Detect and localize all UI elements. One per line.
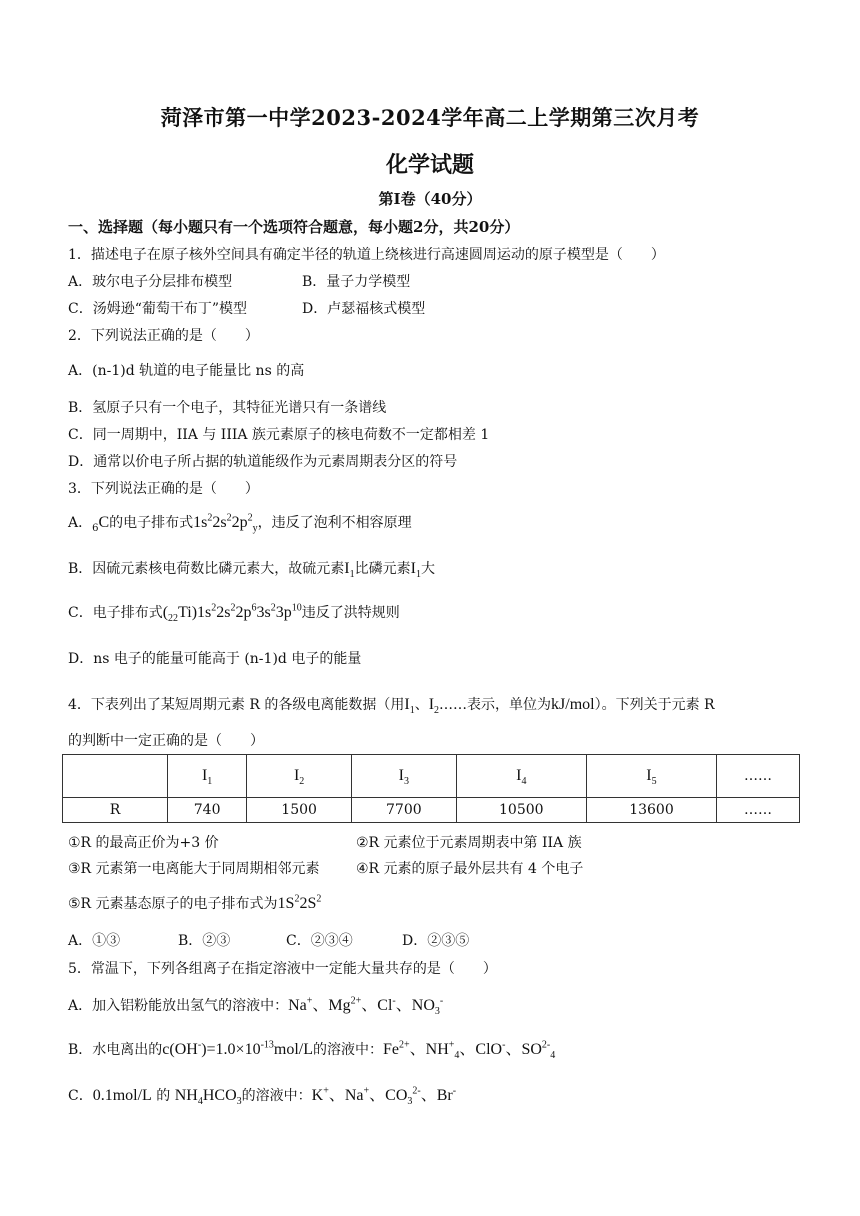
q2-option-a: A．(n-1)d 轨道的电子能量比 ns 的高 — [68, 363, 305, 379]
q5-option-b-prefix: B．水电离出的 — [68, 1042, 163, 1058]
exam-subtitle: 化学试题 — [385, 152, 474, 178]
q5-option-a-prefix: A．加入铝粉能放出氢气的溶液中： — [68, 998, 289, 1014]
q1-stem: 1．描述电子在原子核外空间具有确定半径的轨道上绕核进行高速圆周运动的原子模型是（ ） — [68, 247, 665, 263]
q1-option-a: A．玻尔电子分层排布模型 — [68, 274, 233, 290]
q4-stem-line1: 4．下表列出了某短周期元素 R 的各级电离能数据（用$I_1$、$I_2\dots\dots$表示，单位为kJ/mol）。下列关于元素 R — [68, 696, 715, 717]
q5-option-c: C．0.1mol/L 的 $NH_4HCO_3$的溶液中：K+、Na+、$CO_3^{2-}$、Br- — [68, 1085, 457, 1108]
q1-option-c: C．汤姆逊“葡萄干布丁”模型 — [68, 301, 248, 317]
q3-option-a-prefix: A． — [68, 515, 93, 531]
volume-heading: 第I卷（40分） — [378, 190, 482, 208]
q5-option-a: A．加入铝粉能放出氢气的溶液中：Na+、$Mg^{2+}$、Cl-、$NO_3^-$ — [68, 995, 444, 1018]
q4-statement-5: ⑤R 元素基态原子的电子排布式为$1S^22S^2$ — [68, 893, 322, 912]
q5-option-b-mid: 的溶液中： — [313, 1042, 384, 1058]
table-cell-i5: 13600 — [586, 798, 716, 823]
table-row-label: R — [63, 798, 168, 823]
q3-option-d: D．ns 电子的能量可能高于 (n-1)d 电子的能量 — [68, 651, 362, 667]
q5-option-b: B．水电离出的$c(OH^-)=1.0\times 10^{-13}mol/L$的溶液中：$Fe^{2+}$、$NH^+_4$、ClO-、$SO^{2-}_4$ — [68, 1039, 556, 1062]
q4-stem-sep: 、 — [414, 697, 429, 713]
q4-stem-prefix: 4．下表列出了某短周期元素 R 的各级电离能数据（用 — [68, 697, 405, 713]
q1-option-d: D．卢瑟福核式模型 — [302, 301, 426, 317]
q4-statement-2: ②R 元素位于元素周期表中第 IIA 族 — [356, 835, 582, 851]
q4-statement-5-prefix: ⑤R 元素基态原子的电子排布式为 — [68, 896, 278, 912]
table-cell-more: …… — [717, 798, 800, 823]
q3-stem: 3．下列说法正确的是（ ） — [68, 481, 259, 497]
table-cell-i3: 7700 — [351, 798, 456, 823]
q3-option-a-text: 的电子排布式 — [109, 515, 194, 531]
q1-option-b: B．量子力学模型 — [302, 274, 411, 290]
q4-option-d: D．②③⑤ — [402, 933, 470, 949]
table-header-i4: $I_4$ — [456, 755, 586, 798]
ionization-energy-table — [62, 754, 800, 823]
q2-stem: 2．下列说法正确的是（ ） — [68, 328, 259, 344]
q3-option-c-prefix: C．电子排布式 — [68, 605, 163, 621]
q4-stem-line2: 的判断中一定正确的是（ ） — [68, 733, 264, 749]
table-header-i2: $I_2$ — [247, 755, 352, 798]
table-header-empty — [63, 755, 168, 798]
q3-option-b: B．因硫元素核电荷数比磷元素大，故硫元素$I_1$比磷元素$I_1$大 — [68, 560, 435, 581]
table-cell-i4: 10500 — [456, 798, 586, 823]
q5-option-c-prefix: C． — [68, 1088, 93, 1104]
table-header-i5: $I_5$ — [586, 755, 716, 798]
q3-option-b-end: 大 — [420, 561, 435, 577]
section-heading: 一、选择题（每小题只有一个选项符合题意，每小题2分，共20分） — [68, 218, 520, 236]
q4-statement-3: ③R 元素第一电离能大于同周期相邻元素 — [68, 861, 320, 877]
q3-option-c-end: 违反了洪特规则 — [301, 605, 400, 621]
table-header-i1: $I_1$ — [168, 755, 247, 798]
q4-option-c: C．②③④ — [286, 933, 353, 949]
q2-option-b: B．氢原子只有一个电子，其特征光谱只有一条谱线 — [68, 400, 387, 416]
exam-title: 菏泽市第一中学2023-2024学年高二上学期第三次月考 — [160, 105, 700, 130]
table-header-row — [63, 755, 800, 798]
q3-option-a-end: ，违反了泡利不相容原理 — [257, 515, 412, 531]
table-row — [63, 798, 800, 823]
q2-option-d: D．通常以价电子所占据的轨道能级作为元素周期表分区的符号 — [68, 454, 458, 470]
q5-option-c-mid: 的溶液中： — [241, 1088, 312, 1104]
q3-option-b-prefix: B．因硫元素核电荷数比磷元素大，故硫元素 — [68, 561, 345, 577]
q3-option-b-mid: 比磷元素 — [354, 561, 411, 577]
table-cell-i2: 1500 — [247, 798, 352, 823]
q4-option-b: B．②③ — [178, 933, 231, 949]
q4-option-a: A．①③ — [68, 933, 121, 949]
q4-stem-end: ）。下列关于元素 R — [594, 697, 715, 713]
q2-option-c: C．同一周期中，IIA 与 IIIA 族元素原子的核电荷数不一定都相差 1 — [68, 427, 490, 443]
q3-option-a: A．$_6$C的电子排布式$1s^22s^22p^2_y$，违反了泡利不相容原理 — [68, 512, 412, 535]
q4-stem-mid: ……表示，单位为 — [439, 697, 552, 713]
table-cell-i1: 740 — [168, 798, 247, 823]
table-header-i3: $I_3$ — [351, 755, 456, 798]
q5-stem: 5．常温下，下列各组离子在指定溶液中一定能大量共存的是（ ） — [68, 961, 497, 977]
q4-stem-unit: kJ/mol — [551, 696, 595, 713]
q4-statement-4: ④R 元素的原子最外层共有 4 个电子 — [356, 861, 584, 877]
table-header-more: …… — [717, 755, 800, 798]
q3-option-c: C．电子排布式$(_{22}Ti)1s^22s^22p^63s^23p^{10}$违反了洪特规则 — [68, 602, 400, 625]
q4-statement-1: ①R 的最高正价为+3 价 — [68, 835, 219, 851]
